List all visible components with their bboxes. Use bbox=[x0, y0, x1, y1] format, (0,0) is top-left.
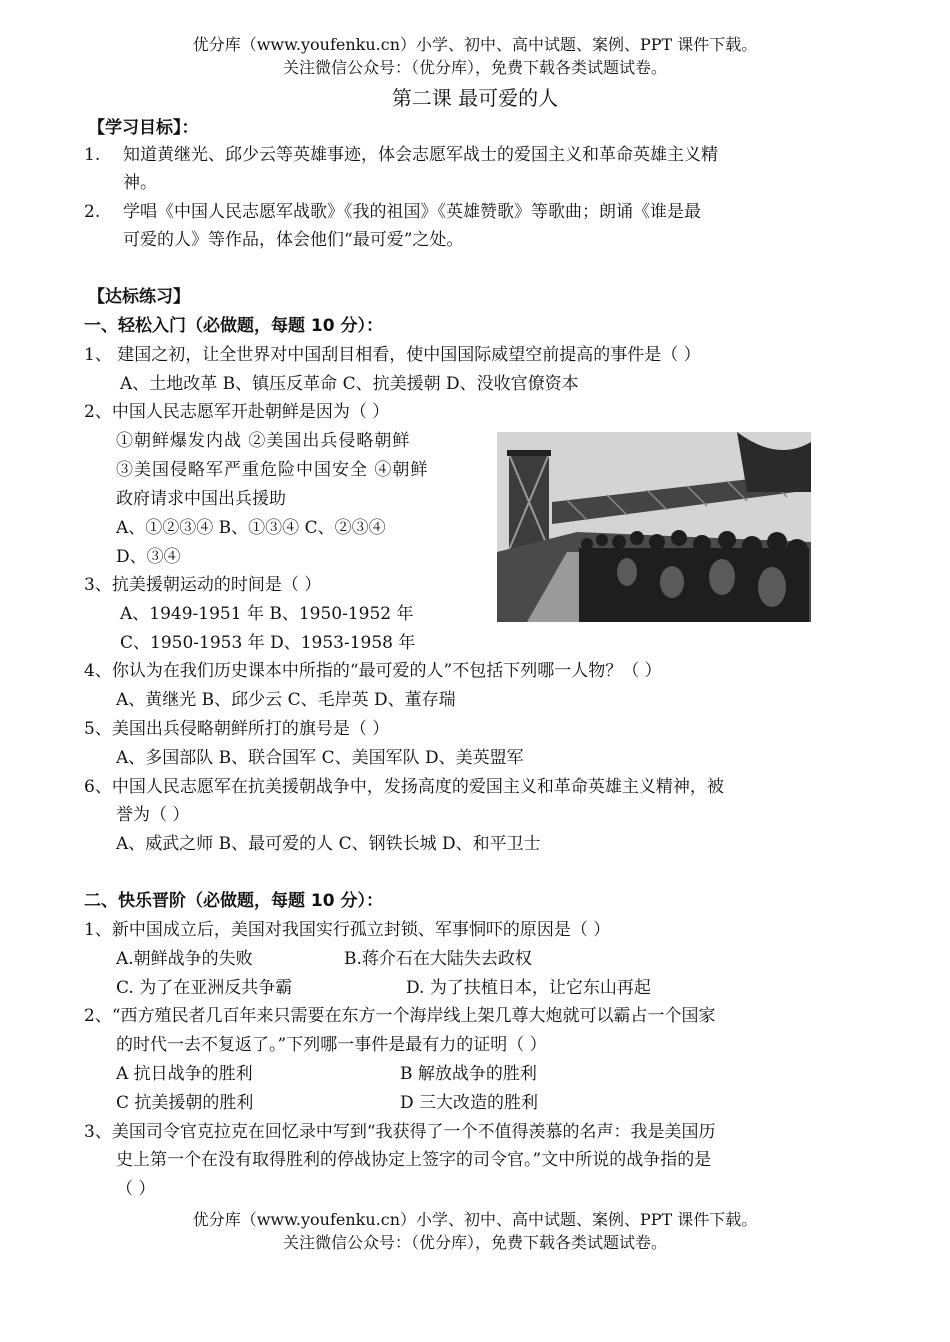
s2-q2-option-b: B 解放战争的胜利 bbox=[400, 1064, 537, 1084]
s1-q2-line-2: ③美国侵略军严重危险中国安全 ④朝鲜 bbox=[116, 460, 429, 480]
s1-q3-options-1: A、1949-1951 年 B、1950-1952 年 bbox=[120, 604, 414, 624]
objective-1-text: 知道黄继光、邱少云等英雄事迹，体会志愿军战士的爱国主义和革命英雄主义精 bbox=[123, 145, 718, 165]
s2-q3-stem-blank: （ ） bbox=[116, 1179, 156, 1199]
s2-q1-option-c: C. 为了在亚洲反共争霸 bbox=[116, 978, 293, 998]
s2-q1-option-b: B.蒋介石在大陆失去政权 bbox=[344, 949, 532, 969]
s2-q2-option-d: D 三大改造的胜利 bbox=[400, 1093, 539, 1113]
s1-q5-options: A、多国部队 B、联合国军 C、美国军队 D、美英盟军 bbox=[116, 748, 524, 768]
practice-heading: 【达标练习】 bbox=[88, 287, 190, 307]
header-line-2: 关注微信公众号：（优分库），免费下载各类试题试卷。 bbox=[282, 58, 667, 77]
s1-q3-stem: 3、抗美援朝运动的时间是（ ） bbox=[84, 575, 322, 595]
s2-q2-stem-cont: 的时代一去不复返了。”下列哪一事件是最有力的证明（ ） bbox=[116, 1035, 547, 1055]
s1-q6-stem: 6、中国人民志愿军在抗美援朝战争中，发扬高度的爱国主义和革命英雄主义精神，被 bbox=[84, 777, 724, 797]
s1-q2-options-1: A、①②③④ B、①③④ C、②③④ bbox=[116, 518, 386, 538]
s1-q1-options: A、土地改革 B、镇压反革命 C、抗美援朝 D、没收官僚资本 bbox=[120, 374, 579, 394]
s1-q4-options: A、黄继光 B、邱少云 C、毛岸英 D、董存瑞 bbox=[116, 690, 456, 710]
section-1-heading: 一、轻松入门（必做题，每题 10 分）： bbox=[84, 316, 383, 336]
objective-1-number: 1. bbox=[84, 145, 101, 165]
s2-q2-option-c: C 抗美援朝的胜利 bbox=[116, 1093, 254, 1113]
section-2-heading: 二、快乐晋阶（必做题，每题 10 分）： bbox=[84, 891, 383, 911]
s1-q5-stem: 5、美国出兵侵略朝鲜所打的旗号是（ ） bbox=[84, 719, 390, 739]
s1-q6-options: A、威武之师 B、最可爱的人 C、钢铁长城 D、和平卫士 bbox=[116, 834, 541, 854]
s2-q3-stem: 3、美国司令官克拉克在回忆录中写到“我获得了一个不值得羡慕的名声：我是美国历 bbox=[84, 1122, 716, 1142]
footer-line-1: 优分库（www.youfenku.cn）小学、初中、高中试题、案例、PPT 课件下载。 bbox=[192, 1210, 758, 1229]
s1-q4-stem: 4、你认为在我们历史课本中所指的“最可爱的人”不包括下列哪一人物？（ ） bbox=[84, 661, 662, 681]
s1-q2-line-1: ①朝鲜爆发内战 ②美国出兵侵略朝鲜 bbox=[116, 431, 411, 451]
footer-line-2: 关注微信公众号：（优分库），免费下载各类试题试卷。 bbox=[282, 1233, 667, 1252]
s2-q3-stem-cont: 史上第一个在没有取得胜利的停战协定上签字的司令官。”文中所说的战争指的是 bbox=[116, 1150, 712, 1170]
objectives-heading: 【学习目标】： bbox=[88, 118, 199, 138]
objective-2-number: 2. bbox=[84, 202, 101, 222]
volunteers-bridge-photo bbox=[497, 432, 811, 622]
s2-q1-option-a: A.朝鲜战争的失败 bbox=[116, 949, 253, 969]
s1-q2-options-2: D、③④ bbox=[116, 547, 181, 567]
s2-q1-option-d: D. 为了扶植日本，让它东山再起 bbox=[406, 978, 651, 998]
s2-q2-option-a: A 抗日战争的胜利 bbox=[116, 1064, 253, 1084]
objective-1-text-cont: 神。 bbox=[123, 173, 157, 193]
header-line-1: 优分库（www.youfenku.cn）小学、初中、高中试题、案例、PPT 课件下载。 bbox=[192, 35, 758, 54]
page-title: 第二课 最可爱的人 bbox=[391, 86, 559, 110]
s1-q2-line-3: 政府请求中国出兵援助 bbox=[116, 489, 286, 509]
s1-q1-stem: 1、 建国之初，让全世界对中国刮目相看，使中国国际威望空前提高的事件是（ ） bbox=[84, 345, 701, 365]
objective-2-text-cont: 可爱的人》等作品，体会他们“最可爱”之处。 bbox=[123, 230, 464, 250]
s1-q6-stem-cont: 誉为（ ） bbox=[116, 805, 190, 825]
objective-2-text: 学唱《中国人民志愿军战歌》《我的祖国》《英雄赞歌》等歌曲；朗诵《谁是最 bbox=[123, 202, 701, 222]
s2-q1-stem: 1、新中国成立后，美国对我国实行孤立封锁、军事恫吓的原因是（ ） bbox=[84, 920, 611, 940]
s1-q3-options-2: C、1950-1953 年 D、1953-1958 年 bbox=[120, 633, 416, 653]
s1-q2-stem: 2、中国人民志愿军开赴朝鲜是因为（ ） bbox=[84, 402, 390, 422]
s2-q2-stem: 2、“西方殖民者几百年来只需要在东方一个海岸线上架几尊大炮就可以霸占一个国家 bbox=[84, 1006, 716, 1026]
